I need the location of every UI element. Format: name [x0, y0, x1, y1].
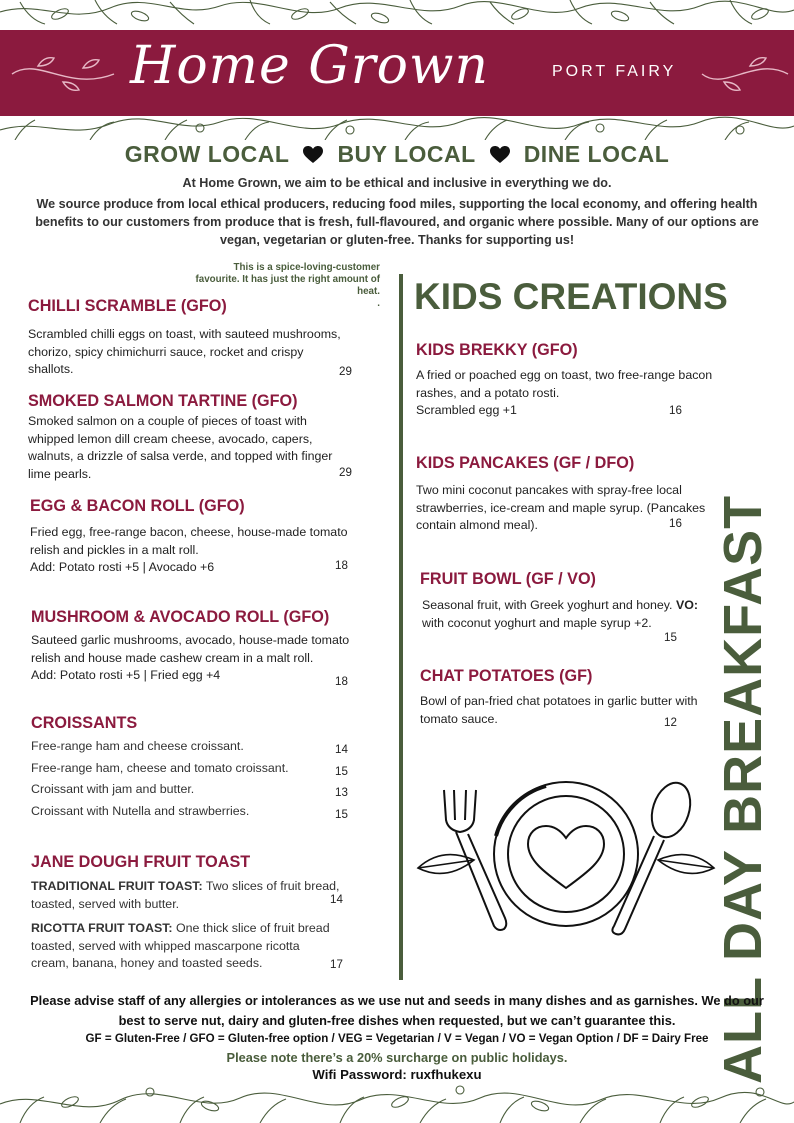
tagline-grow: GROW LOCAL [124, 141, 290, 167]
spoon-icon [612, 778, 696, 935]
price-croissant-3: 13 [335, 786, 348, 799]
dish-add-kids-brekky: Scrambled egg +1 [416, 403, 517, 417]
dish-desc-egg-bacon: Fried egg, free-range bacon, cheese, house-made tomato relish and pickles in a malt roll. [30, 525, 348, 557]
flourish-left-icon [8, 52, 118, 96]
fruit-bowl-desc: Seasonal fruit, with Greek yoghurt and honey. [422, 598, 673, 612]
allergy-notice: Please advise staff of any allergies or intolerances as we use nut and seeds in many dishes and as garnishes. We do our best to serve nut, dairy and gluten-free dishes when requested, but we can’t guarantee this. [30, 993, 764, 1028]
kids-section-title: KIDS CREATIONS [414, 276, 728, 317]
traditional-toast-lead: TRADITIONAL FRUIT TOAST: [31, 879, 203, 893]
botanical-border-bottom [0, 1080, 794, 1123]
surcharge-notice: Please note there’s a 20% surcharge on public holidays. [226, 1050, 568, 1065]
ricotta-toast-desc: One thick slice of fruit bread toasted, served with whipped mascarpone ricotta cream, banana, honey and toasted seeds. [31, 921, 330, 970]
dish-title-chat-potatoes: CHAT POTATOES (GF) [420, 667, 593, 685]
dish-title-egg-bacon: EGG & BACON ROLL (GFO) [30, 497, 245, 515]
price-chat-potatoes: 12 [664, 716, 677, 729]
price-kids-pancakes: 16 [669, 517, 682, 530]
diet-legend: GF = Gluten-Free / GFO = Gluten-free option / VEG = Vegetarian / V = Vegan / VO = Vegan Option / DF = Dairy Free [85, 1032, 709, 1045]
croissant-item-4: Croissant with Nutella and strawberries. [31, 804, 250, 818]
dish-title-fruit-toast: JANE DOUGH FRUIT TOAST [31, 853, 251, 871]
dish-title-chilli: CHILLI SCRAMBLE (GFO) [28, 297, 227, 315]
plate-icon [416, 776, 716, 941]
brand-location: PORT FAIRY [552, 63, 677, 80]
dish-desc-chat-potatoes: Bowl of pan-fried chat potatoes in garlic butter with tomato sauce. [420, 694, 698, 726]
vertical-title: ALL DAY BREAKFAST [713, 494, 773, 1084]
brand-logo: Home Grown [130, 36, 489, 96]
dish-desc-kids-brekky: A fried or poached egg on toast, two free-range bacon rashes, and a potato rosti. [416, 368, 713, 400]
tagline-buy: BUY LOCAL [337, 141, 476, 167]
price-fruit-bowl: 15 [664, 631, 677, 644]
heart-icon [303, 146, 323, 164]
dish-desc-kids-pancakes: Two mini coconut pancakes with spray-free local strawberries, ice-cream and maple syrup. (Pancakes contain almond meal). [416, 483, 706, 532]
header-banner [0, 30, 794, 116]
fruit-bowl-vo-desc: with coconut yoghurt and maple syrup +2. [422, 615, 652, 630]
dish-add-egg-bacon: Add: Potato rosti +5 | Avocado +6 [30, 560, 215, 574]
tagline [0, 141, 794, 168]
ricotta-toast-lead: RICOTTA FRUIT TOAST: [31, 921, 173, 935]
dish-desc-salmon: Smoked salmon on a couple of pieces of toast with whipped lemon dill cream cheese, avocado, capers, walnuts, a drizzle of salsa verde, and topped with finger lime pearls. [28, 414, 333, 481]
tagline-dine: DINE LOCAL [523, 141, 670, 167]
dish-title-fruit-bowl: FRUIT BOWL (GF / VO) [420, 570, 596, 588]
croissant-item-2: Free-range ham, cheese and tomato croissant. [31, 761, 289, 775]
column-divider [399, 274, 403, 980]
flourish-right-icon [700, 52, 790, 96]
dish-title-kids-brekky: KIDS BREKKY (GFO) [416, 341, 578, 359]
intro-body: We source produce from local ethical producers, reducing food miles, supporting the local economy, and offering health benefits to our customers from produce that is fresh, full-flavoured, and organic where possible. Many of our options are vegan, vegetarian or gluten-free. Thanks for supporting us! [35, 197, 759, 247]
price-chilli: 29 [339, 365, 352, 378]
dish-desc-ricotta-toast [31, 920, 331, 973]
price-ricotta-toast: 17 [330, 958, 343, 971]
spicy-note-dot: . [377, 298, 380, 309]
price-kids-brekky: 16 [669, 404, 682, 417]
wifi-password: Wifi Password: ruxfhukexu [312, 1067, 482, 1082]
dish-title-croissants: CROISSANTS [31, 714, 138, 732]
price-croissant-4: 15 [335, 808, 348, 821]
price-croissant-2: 15 [335, 765, 348, 778]
price-croissant-1: 14 [335, 743, 348, 756]
croissant-item-3: Croissant with jam and butter. [31, 782, 195, 796]
price-mushroom: 18 [335, 675, 348, 688]
leaf-icon [418, 855, 714, 874]
dish-add-mushroom: Add: Potato rosti +5 | Fried egg +4 [31, 668, 221, 682]
dish-desc-chilli: Scrambled chilli eggs on toast, with sauteed mushrooms, chorizo, spicy chimichurri sauce, rocket and crispy shallots. [28, 327, 341, 376]
price-salmon: 29 [339, 466, 352, 479]
spicy-note-text: This is a spice-loving-customer favourite. It has just the right amount of heat. [195, 262, 380, 297]
intro-lead: At Home Grown, we aim to be ethical and inclusive in everything we do. [182, 176, 612, 190]
croissant-item-1: Free-range ham and cheese croissant. [31, 739, 244, 753]
fruit-bowl-vo-lead: VO: [675, 598, 698, 612]
dish-title-mushroom: MUSHROOM & AVOCADO ROLL (GFO) [31, 608, 330, 626]
dish-desc-fruit-bowl [422, 597, 704, 632]
traditional-toast-desc: Two slices of fruit bread, toasted, served with butter. [31, 879, 340, 911]
price-egg-bacon: 18 [335, 559, 348, 572]
dish-title-kids-pancakes: KIDS PANCAKES (GF / DFO) [416, 454, 635, 472]
dish-desc-traditional-toast [31, 878, 355, 913]
heart-icon [490, 146, 510, 164]
dish-desc-mushroom: Sauteed garlic mushrooms, avocado, house-made tomato relish and house made cashew cream in a malt roll. [31, 633, 350, 665]
dish-title-salmon: SMOKED SALMON TARTINE (GFO) [28, 392, 298, 410]
price-traditional-toast: 14 [330, 893, 343, 906]
